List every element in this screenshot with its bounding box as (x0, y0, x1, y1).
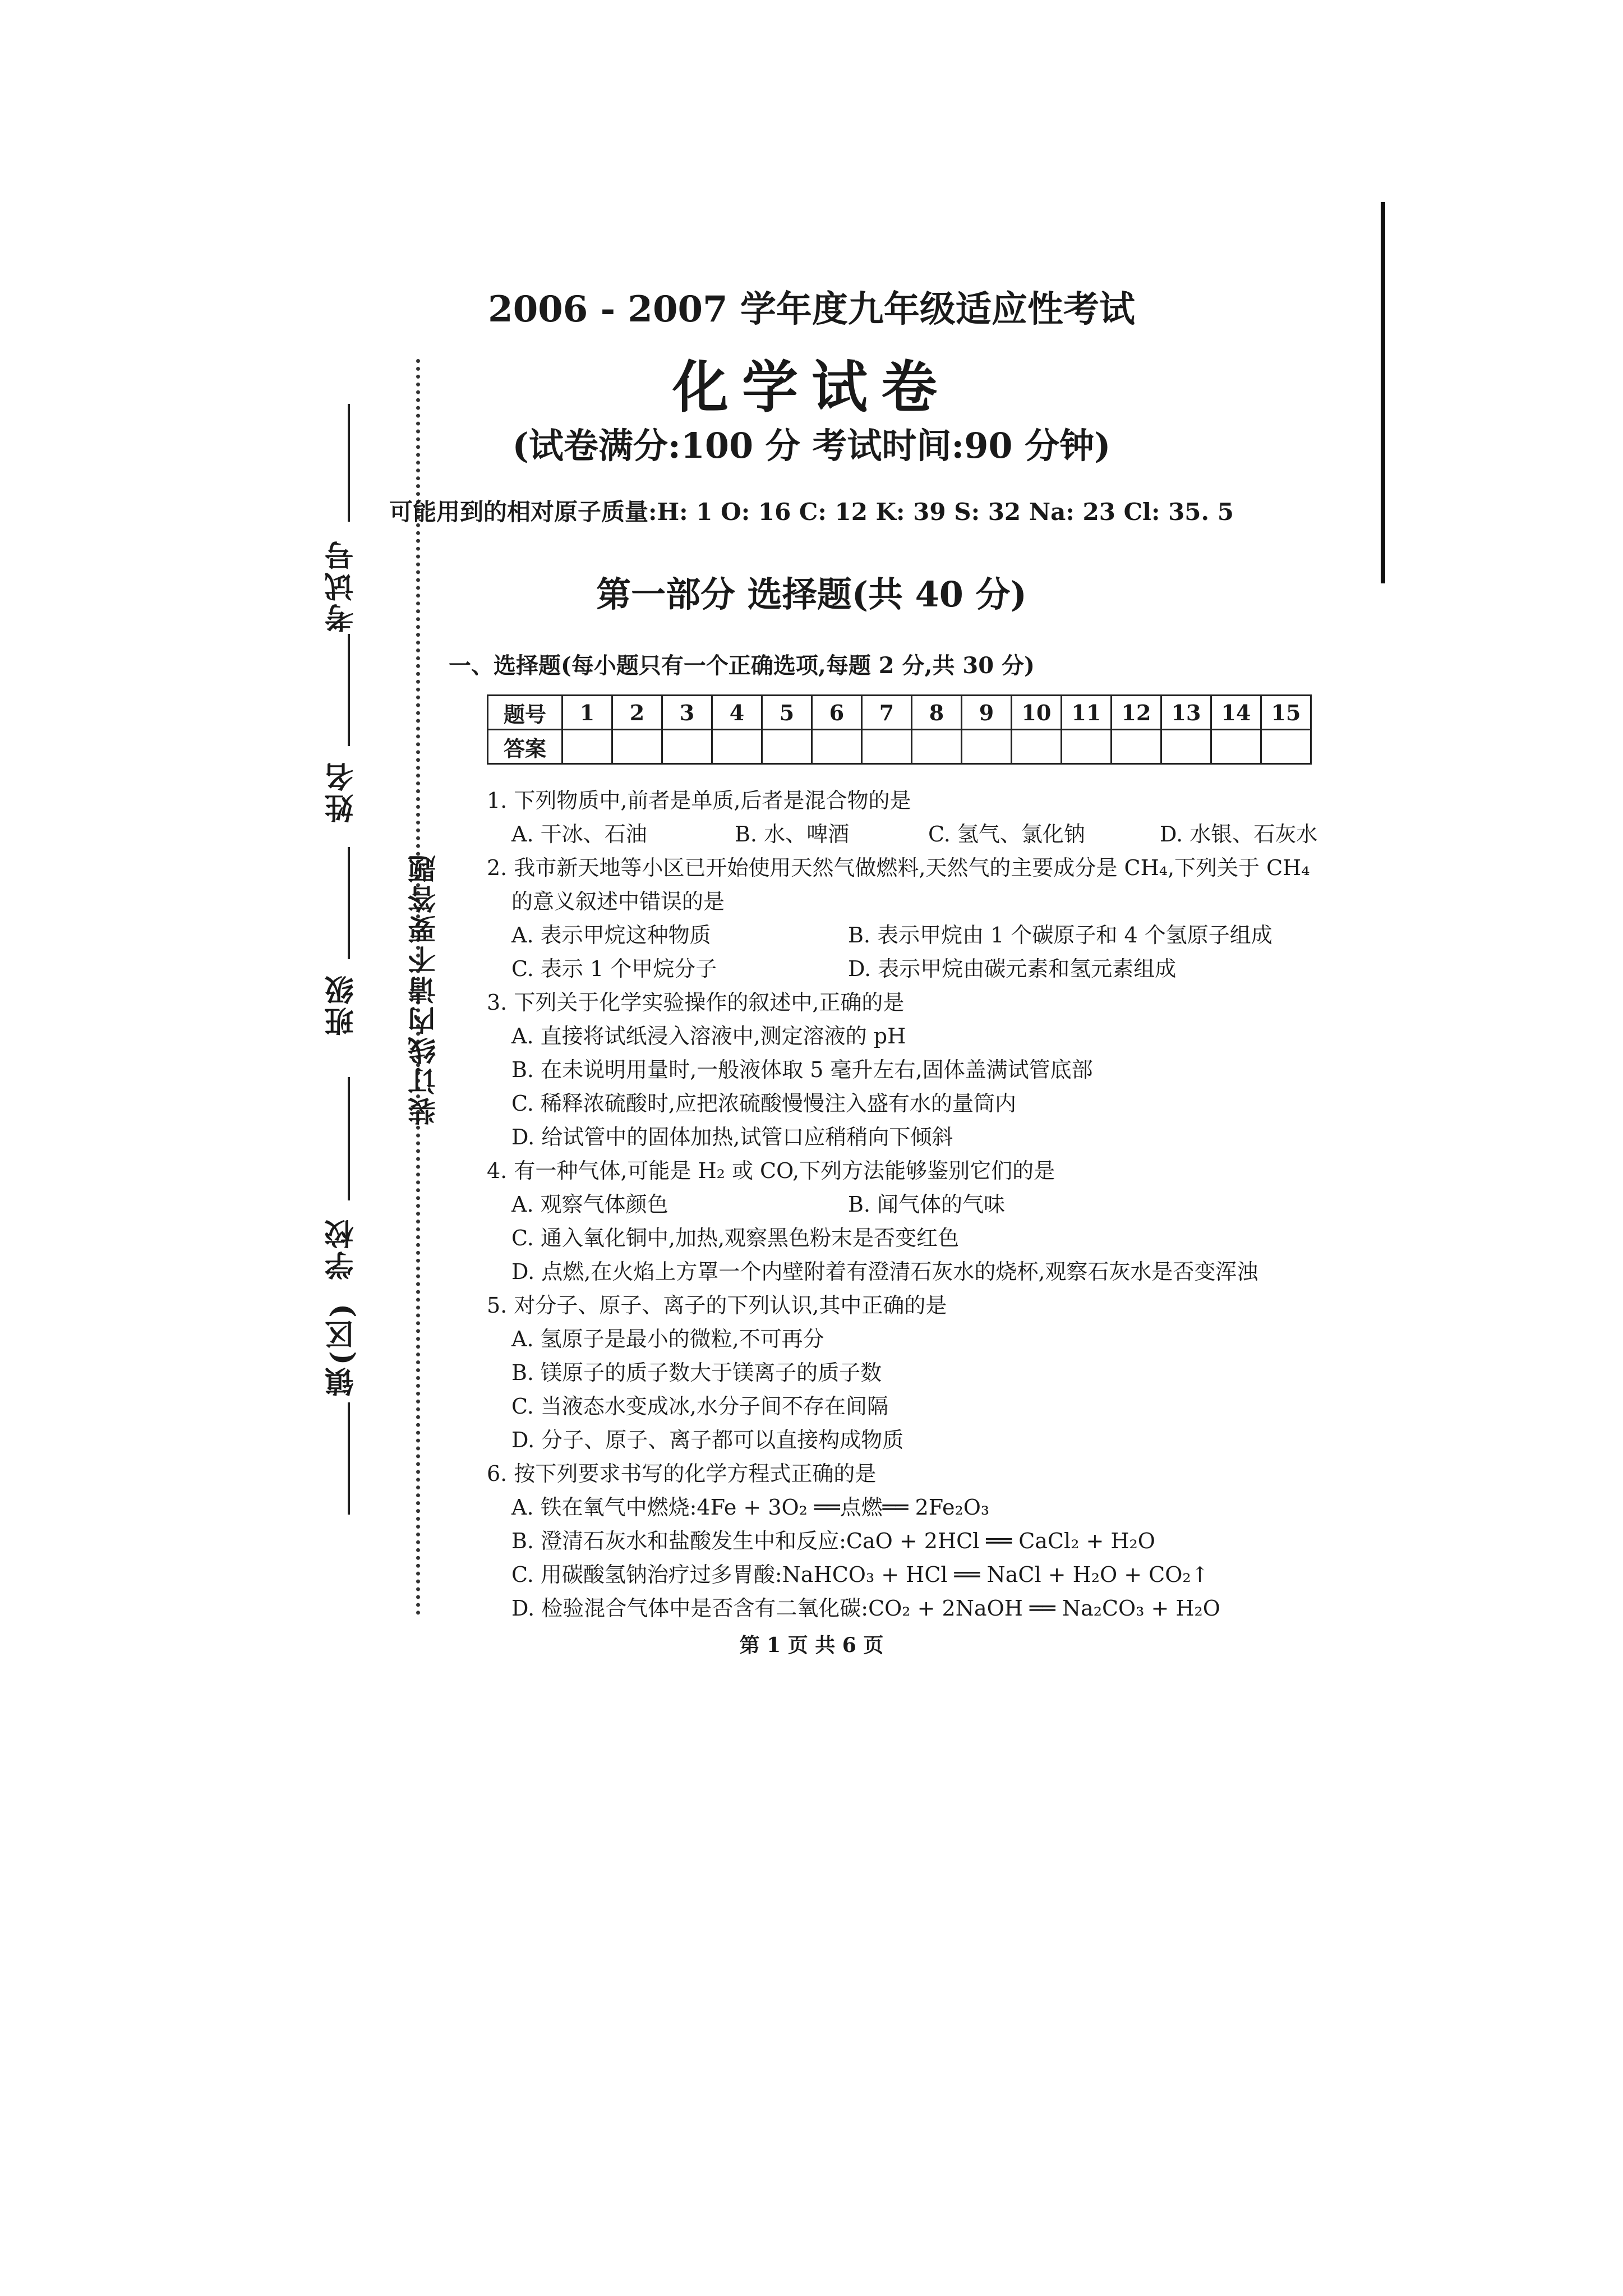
q5-option-b: B. 镁原子的质子数大于镁离子的质子数 (511, 1360, 882, 1385)
number-cell: 2 (612, 696, 662, 730)
answer-cell[interactable] (862, 730, 912, 764)
q5-option-a: A. 氢原子是最小的微粒,不可再分 (511, 1327, 824, 1351)
number-cell: 5 (762, 696, 812, 730)
answer-cell[interactable] (1062, 730, 1112, 764)
number-cell: 9 (962, 696, 1012, 730)
q1-stem: 1. 下列物质中,前者是单质,后者是混合物的是 (487, 788, 911, 813)
answer-cell[interactable] (712, 730, 762, 764)
q1-option-d: D. 水银、石灰水 (1160, 822, 1318, 846)
answer-cell[interactable] (1211, 730, 1261, 764)
q5-option-c: C. 当液态水变成冰,水分子间不存在间隔 (511, 1394, 888, 1419)
name-label: 姓名 (325, 760, 359, 823)
answer-cell[interactable] (762, 730, 812, 764)
q5-stem: 5. 对分子、原子、离子的下列认识,其中正确的是 (487, 1293, 947, 1318)
q2-option-b: B. 表示甲烷由 1 个碳原子和 4 个氢原子组成 (848, 923, 1272, 947)
town-field[interactable] (335, 1402, 350, 1515)
row-head-answer: 答案 (488, 730, 562, 764)
q4-option-c: C. 通入氧化铜中,加热,观察黑色粉末是否变红色 (511, 1226, 960, 1250)
q6-option-c: C. 用碳酸氢钠治疗过多胃酸:NaHCO₃ + HCl ══ NaCl + H₂O + CO₂↑ (511, 1562, 1209, 1587)
number-cell: 10 (1012, 696, 1062, 730)
number-cell: 14 (1211, 696, 1261, 730)
answer-table-answer-row (488, 730, 1311, 764)
answer-cell[interactable] (812, 730, 862, 764)
atomic-masses: 可能用到的相对原子质量:H: 1 O: 16 C: 12 K: 39 S: 32 Na: 23 Cl: 35. 5 (389, 498, 1234, 526)
q6-option-b: B. 澄清石灰水和盐酸发生中和反应:CaO + 2HCl ══ CaCl₂ + H₂O (511, 1529, 1155, 1553)
answer-cell[interactable] (662, 730, 712, 764)
q6-option-a: A. 铁在氧气中燃烧:4Fe + 3O₂ ══点燃══ 2Fe₂O₃ (511, 1495, 990, 1520)
q4-option-b: B. 闻气体的气味 (848, 1192, 1006, 1217)
name-blank[interactable] (348, 634, 350, 746)
class-label: 班级 (325, 973, 359, 1036)
q3-stem: 3. 下列关于化学实验操作的叙述中,正确的是 (487, 990, 905, 1015)
number-cell: 15 (1261, 696, 1311, 730)
q5-option-d: D. 分子、原子、离子都可以直接构成物质 (511, 1428, 904, 1452)
answer-cell[interactable] (962, 730, 1012, 764)
school-field[interactable] (335, 1077, 350, 1200)
town-blank[interactable] (348, 1402, 350, 1515)
q4-option-a: A. 观察气体颜色 (511, 1192, 668, 1217)
q3-option-a: A. 直接将试纸浸入溶液中,测定溶液的 pH (511, 1024, 906, 1048)
q1-option-c: C. 氢气、氯化钠 (928, 822, 1085, 846)
q3-option-d: D. 给试管中的固体加热,试管口应稍稍向下倾斜 (511, 1125, 953, 1149)
exam-no-label: 考试号 (325, 539, 359, 633)
answer-table-number-row (488, 696, 1311, 730)
number-cell: 3 (662, 696, 712, 730)
q2-stem: 2. 我市新天地等小区已开始使用天然气做燃料,天然气的主要成分是 CH₄,下列关于 CH₄ (487, 855, 1310, 880)
q6-option-d: D. 检验混合气体中是否含有二氧化碳:CO₂ + 2NaOH ══ Na₂CO₃ + H₂O (511, 1596, 1220, 1621)
class-field[interactable] (335, 847, 350, 959)
page-footer: 第 1 页 共 6 页 (739, 1634, 884, 1657)
answer-cell[interactable] (612, 730, 662, 764)
q2-stem-cont: 的意义叙述中错误的是 (511, 889, 725, 914)
part1-title: 第一部分 选择题(共 40 分) (596, 574, 1027, 615)
binding-note: 装订线内请不要答题 (407, 853, 440, 1125)
name-field[interactable] (335, 634, 350, 746)
answer-cell[interactable] (1112, 730, 1161, 764)
number-cell: 6 (812, 696, 862, 730)
section1-title: 一、选择题(每小题只有一个正确选项,每题 2 分,共 30 分) (449, 652, 1035, 679)
number-cell: 1 (562, 696, 612, 730)
exam-info: (试卷满分:100 分 考试时间:90 分钟) (512, 425, 1111, 466)
number-cell: 4 (712, 696, 762, 730)
school-blank[interactable] (348, 1077, 350, 1200)
q6-stem: 6. 按下列要求书写的化学方程式正确的是 (487, 1461, 877, 1486)
q4-stem: 4. 有一种气体,可能是 H₂ 或 CO,下列方法能够鉴别它们的是 (487, 1158, 1055, 1183)
exam-year-title: 2006 - 2007 学年度九年级适应性考试 (488, 288, 1135, 330)
answer-cell[interactable] (1012, 730, 1062, 764)
answer-table (487, 694, 1312, 765)
number-cell: 11 (1062, 696, 1112, 730)
number-cell: 13 (1161, 696, 1211, 730)
answer-cell[interactable] (1161, 730, 1211, 764)
q3-option-b: B. 在未说明用量时,一般液体取 5 毫升左右,固体盖满试管底部 (511, 1057, 1093, 1082)
answer-cell[interactable] (562, 730, 612, 764)
subject-title: 化学试卷 (672, 354, 951, 420)
answer-cell[interactable] (1261, 730, 1311, 764)
q1-option-a: A. 干冰、石油 (511, 822, 647, 846)
school-label: 学校 (325, 1217, 359, 1280)
town-label: 镇(区) (325, 1301, 359, 1397)
q1-option-b: B. 水、啤酒 (735, 822, 850, 846)
q2-option-d: D. 表示甲烷由碳元素和氢元素组成 (848, 956, 1177, 981)
q2-option-a: A. 表示甲烷这种物质 (511, 923, 711, 947)
number-cell: 8 (912, 696, 962, 730)
number-cell: 7 (862, 696, 912, 730)
q2-option-c: C. 表示 1 个甲烷分子 (511, 956, 717, 981)
row-head-number: 题号 (488, 696, 562, 730)
number-cell: 12 (1112, 696, 1161, 730)
q4-option-d: D. 点燃,在火焰上方罩一个内壁附着有澄清石灰水的烧杯,观察石灰水是否变浑浊 (511, 1259, 1258, 1284)
answer-cell[interactable] (912, 730, 962, 764)
q3-option-c: C. 稀释浓硫酸时,应把浓硫酸慢慢注入盛有水的量筒内 (511, 1091, 1016, 1116)
class-blank[interactable] (348, 847, 350, 959)
